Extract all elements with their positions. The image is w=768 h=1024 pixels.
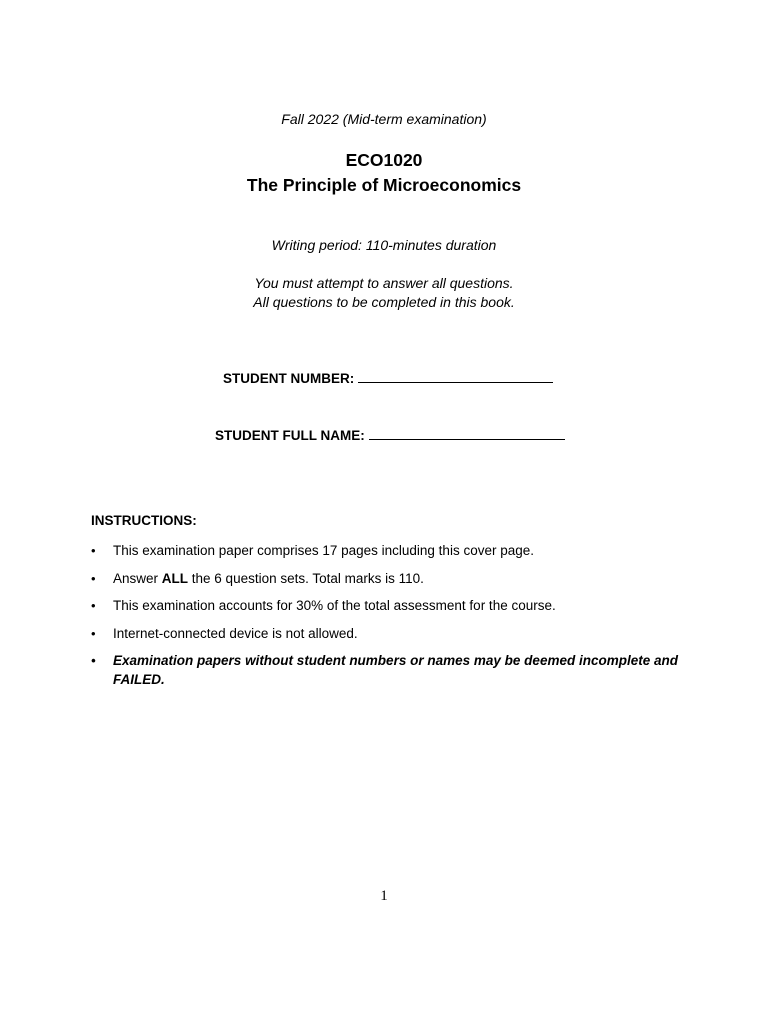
instruction-warning-text: Examination papers without student numbers or names may be deemed incomplete and FAILED.: [113, 653, 678, 687]
page-number: 1: [380, 888, 388, 904]
complete-in-book-note: All questions to be completed in this book.: [253, 294, 515, 310]
course-code: ECO1020: [345, 150, 423, 170]
instruction-item: [91, 624, 678, 643]
course-title: The Principle of Microeconomics: [246, 175, 522, 195]
student-number-field[interactable]: [223, 371, 553, 386]
instruction-text: Internet-connected device is not allowed.: [113, 625, 358, 641]
bullet-icon: •: [91, 625, 96, 641]
instruction-item: [91, 569, 678, 588]
instruction-text-prefix: Answer: [113, 570, 162, 586]
instruction-item: [91, 541, 678, 560]
bullet-icon: •: [91, 598, 96, 613]
bullet-icon: •: [91, 543, 96, 558]
instruction-text: This examination accounts for 30% of the total assessment for the course.: [113, 598, 556, 613]
student-number-label: STUDENT NUMBER:: [223, 371, 355, 386]
writing-period: Writing period: 110-minutes duration: [271, 237, 497, 253]
instructions-heading: INSTRUCTIONS:: [91, 513, 197, 528]
student-number-blank-line[interactable]: [358, 381, 553, 383]
student-name-field[interactable]: [215, 428, 565, 443]
bullet-icon: •: [91, 653, 96, 668]
attempt-all-note: You must attempt to answer all questions.: [254, 275, 514, 291]
instruction-text: This examination paper comprises 17 pages including this cover page.: [113, 543, 534, 558]
student-name-blank-line[interactable]: [369, 438, 565, 440]
instructions-list: [91, 541, 678, 698]
student-name-label: STUDENT FULL NAME:: [215, 428, 365, 443]
instruction-item: [91, 596, 678, 615]
exam-term: Fall 2022 (Mid-term examination): [281, 111, 487, 127]
bullet-icon: •: [91, 570, 96, 586]
instruction-emphasis: ALL: [161, 570, 189, 586]
instruction-text-suffix: the 6 question sets. Total marks is 110.: [188, 570, 424, 586]
instruction-item-warning: [91, 651, 678, 689]
